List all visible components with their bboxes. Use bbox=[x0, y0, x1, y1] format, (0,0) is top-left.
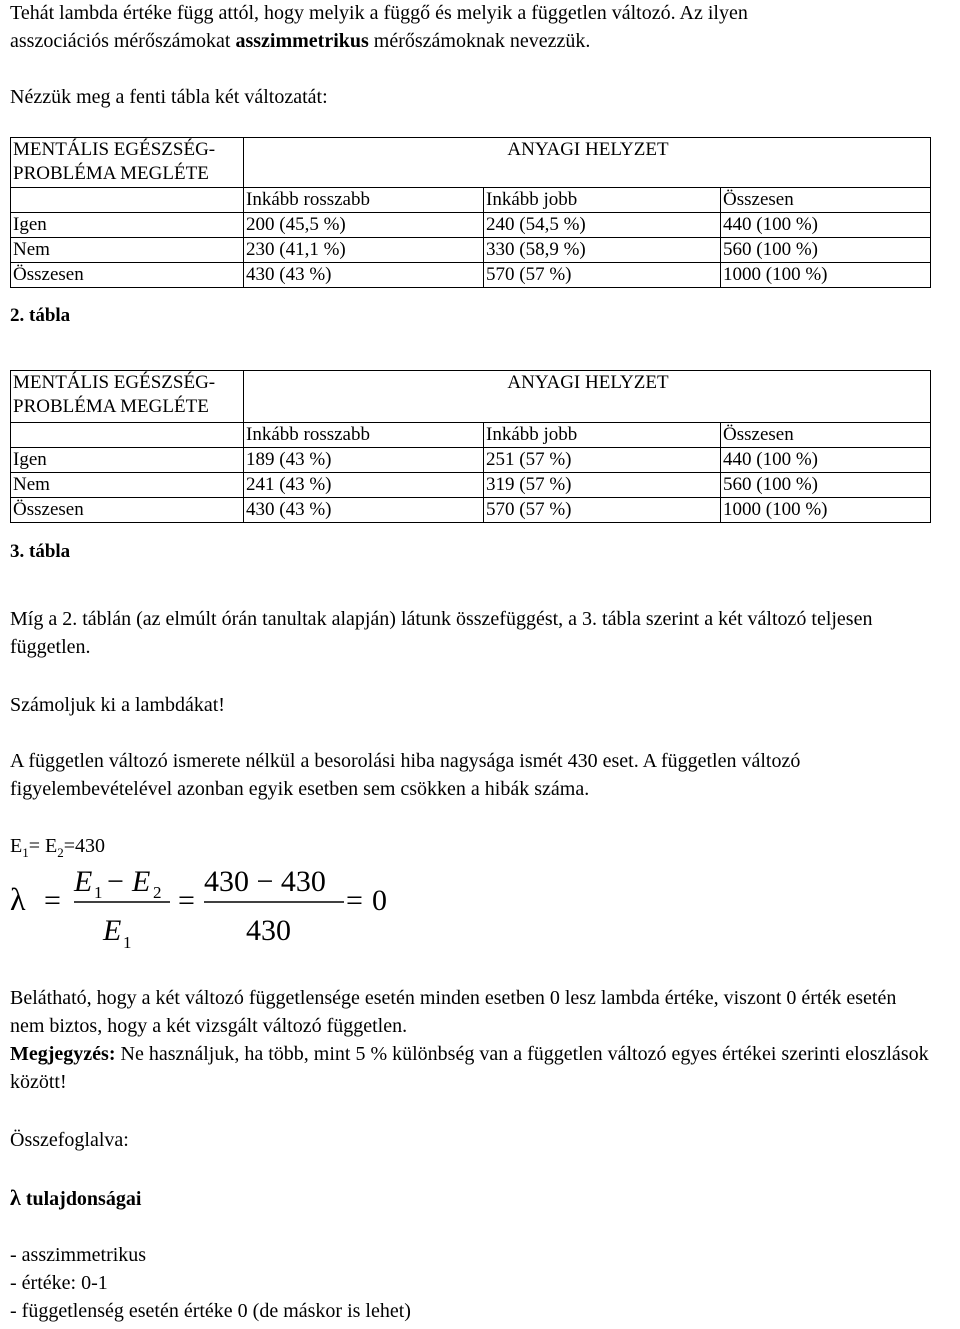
note-text: Ne használjuk, ha több, mint 5 % különbség van a független változó egyes értékei szerinti eloszlások között! bbox=[10, 1043, 929, 1093]
table-row bbox=[11, 448, 931, 473]
denominator-value: 430 bbox=[246, 914, 291, 947]
intro-line-3: Nézzük meg a fenti tábla két változatát: bbox=[10, 86, 328, 108]
table-cell: 1000 (100 %) bbox=[721, 498, 931, 523]
table-cell: Igen bbox=[11, 213, 244, 238]
table-3-header-empty bbox=[11, 423, 244, 448]
denominator-sub-1: 1 bbox=[123, 933, 132, 952]
properties-list bbox=[10, 1241, 411, 1325]
table-2-header-empty bbox=[11, 188, 244, 213]
list-item: - asszimmetrikus bbox=[10, 1244, 147, 1266]
table-cell: 430 (43 %) bbox=[244, 263, 484, 288]
table-cell: 430 (43 %) bbox=[244, 498, 484, 523]
table-cell: Nem bbox=[11, 473, 244, 498]
table-cell: 200 (45,5 %) bbox=[244, 213, 484, 238]
eq-end: =430 bbox=[63, 835, 105, 857]
table-cell: Nem bbox=[11, 238, 244, 263]
list-item: - függetlenség esetén értéke 0 (de máskor is lehet) bbox=[10, 1300, 411, 1322]
numerator-e2: E bbox=[132, 865, 151, 898]
table-cell: Összesen bbox=[11, 263, 244, 288]
table-cell: 330 (58,9 %) bbox=[484, 238, 721, 263]
table-cell: 230 (41,1 %) bbox=[244, 238, 484, 263]
table-cell: 1000 (100 %) bbox=[721, 263, 931, 288]
numerator-e1: E bbox=[74, 865, 93, 898]
table-cell: 240 (54,5 %) bbox=[484, 213, 721, 238]
table-cell: 440 (100 %) bbox=[721, 213, 931, 238]
table-2-col-header: Inkább jobb bbox=[484, 188, 721, 213]
table-3-corner-label: MENTÁLIS EGÉSZSÉG-PROBLÉMA MEGLÉTE bbox=[11, 371, 244, 423]
table-3 bbox=[10, 370, 931, 523]
eq-e: E bbox=[10, 835, 23, 857]
lambda-symbol: λ bbox=[10, 881, 26, 917]
table-3-caption: 3. tábla bbox=[10, 541, 71, 562]
intro-line-2 bbox=[10, 27, 590, 55]
numerator-values: 430 − 430 bbox=[204, 865, 326, 898]
paragraph-error: A független változó ismerete nélkül a besorolási hiba nagysága ismét 430 eset. A független változó figyelembevételével azonban egyik esetben sem csökken a hibák száma. bbox=[10, 750, 801, 800]
table-cell: 241 (43 %) bbox=[244, 473, 484, 498]
table-2-col-header: Inkább rosszabb bbox=[244, 188, 484, 213]
paragraph-conclusion: Belátható, hogy a két változó függetlensége esetén minden esetben 0 lesz lambda értéke, viszont 0 érték esetén nem biztos, hogy a két vizsgált változó független. bbox=[10, 987, 897, 1037]
table-cell: 560 (100 %) bbox=[721, 238, 931, 263]
table-cell: 319 (57 %) bbox=[484, 473, 721, 498]
lambda-symbol-title: λ bbox=[10, 1185, 21, 1210]
table-2-corner-label: MENTÁLIS EGÉSZSÉG-PROBLÉMA MEGLÉTE bbox=[11, 138, 244, 188]
paragraph-note bbox=[10, 1040, 935, 1096]
table-2-group-header: ANYAGI HELYZET bbox=[244, 138, 931, 188]
denominator-e1: E bbox=[103, 914, 122, 947]
paragraph-comparison: Míg a 2. táblán (az elmúlt órán tanultak alapján) látunk összefüggést, a 3. tábla szerint a két változó teljesen független. bbox=[10, 608, 873, 658]
table-2-caption: 2. tábla bbox=[10, 305, 71, 326]
summary-heading: Összefoglalva: bbox=[10, 1129, 129, 1151]
equals-sign-3: = bbox=[346, 884, 363, 917]
table-2-col-header: Összesen bbox=[721, 188, 931, 213]
equals-sign-1: = bbox=[44, 884, 61, 917]
properties-title bbox=[10, 1184, 141, 1213]
numerator-sub-1: 1 bbox=[94, 883, 103, 902]
numerator-sub-2: 2 bbox=[153, 883, 162, 902]
numerator-minus: − bbox=[107, 865, 124, 898]
equals-sign-2: = bbox=[178, 884, 195, 917]
table-cell: 570 (57 %) bbox=[484, 263, 721, 288]
eq-sub-2: 2 bbox=[57, 845, 64, 860]
table-3-group-header: ANYAGI HELYZET bbox=[244, 371, 931, 423]
table-row bbox=[11, 473, 931, 498]
table-3-col-header: Összesen bbox=[721, 423, 931, 448]
intro-line-2-end: mérőszámoknak nevezzük. bbox=[368, 30, 591, 52]
formula-result: 0 bbox=[372, 884, 387, 917]
list-item: - értéke: 0-1 bbox=[10, 1272, 108, 1294]
table-3-col-header: Inkább jobb bbox=[484, 423, 721, 448]
table-cell: 251 (57 %) bbox=[484, 448, 721, 473]
table-2 bbox=[10, 137, 931, 288]
table-row bbox=[11, 263, 931, 288]
table-cell: Összesen bbox=[11, 498, 244, 523]
properties-title-text: tulajdonságai bbox=[20, 1188, 142, 1210]
intro-line-1: Tehát lambda értéke függ attól, hogy melyik a függő és melyik a független változó. Az ilyen bbox=[10, 2, 748, 24]
table-3-col-header: Inkább rosszabb bbox=[244, 423, 484, 448]
table-row bbox=[11, 498, 931, 523]
intro-line-2-start: asszociációs mérőszámokat bbox=[10, 30, 236, 52]
intro-bold-term: asszimmetrikus bbox=[235, 30, 369, 52]
lambda-formula-svg bbox=[10, 858, 430, 958]
table-cell: 560 (100 %) bbox=[721, 473, 931, 498]
table-cell: 440 (100 %) bbox=[721, 448, 931, 473]
table-cell: 189 (43 %) bbox=[244, 448, 484, 473]
table-cell: 570 (57 %) bbox=[484, 498, 721, 523]
eq-sub-1: 1 bbox=[22, 845, 29, 860]
eq-mid: = E bbox=[28, 835, 58, 857]
table-cell: Igen bbox=[11, 448, 244, 473]
paragraph-compute: Számoljuk ki a lambdákat! bbox=[10, 694, 225, 716]
table-row bbox=[11, 213, 931, 238]
lambda-formula bbox=[10, 858, 430, 958]
table-row bbox=[11, 238, 931, 263]
note-label: Megjegyzés: bbox=[10, 1043, 116, 1065]
